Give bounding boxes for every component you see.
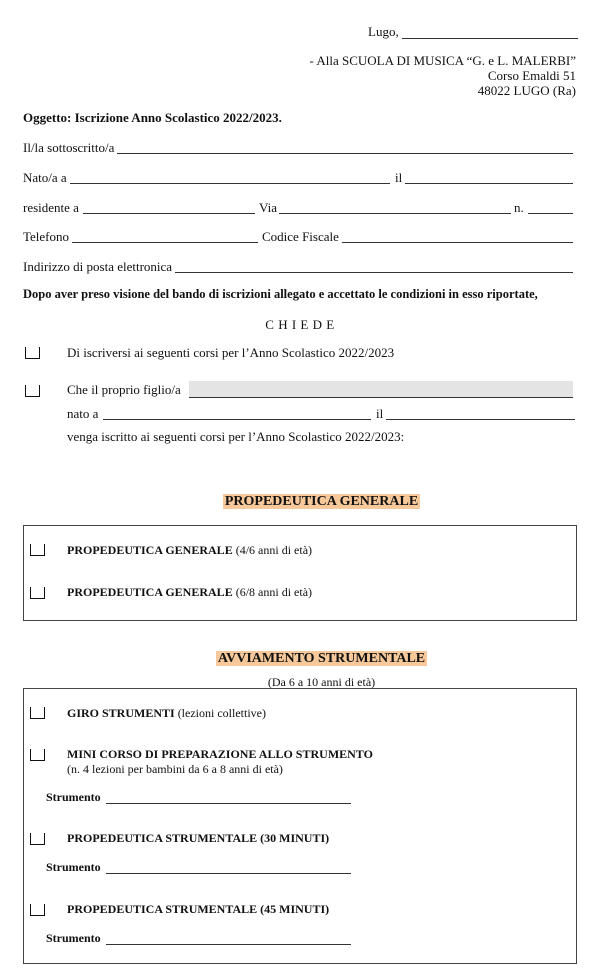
recipient-line-1: - Alla SCUOLA DI MUSICA “G. e L. MALERBI”: [309, 53, 576, 68]
giro-strumenti-checkbox[interactable]: [30, 707, 45, 719]
recipient-line-3: 48022 LUGO (Ra): [477, 83, 576, 98]
propedeutica-4-6-checkbox[interactable]: [30, 544, 45, 556]
child-birthdate-field[interactable]: [386, 419, 575, 420]
propedeutica-4-6-option: [67, 543, 312, 558]
sottoscritto-field[interactable]: [117, 153, 573, 154]
propedeutica-30-option: PROPEDEUTICA STRUMENTALE (30 MINUTI): [67, 831, 330, 845]
strumento-label-1: Strumento: [46, 790, 101, 804]
email-label: Indirizzo di posta elettronica: [23, 259, 173, 274]
codice-fiscale-label: Codice Fiscale: [262, 229, 339, 244]
civic-number-field[interactable]: [528, 213, 573, 214]
propedeutica-box: [23, 525, 577, 621]
child-nato-label: nato a: [67, 406, 99, 421]
il-label: il: [395, 170, 403, 185]
place-label: Lugo,: [368, 24, 399, 39]
mini-corso-note: (n. 4 lezioni per bambini da 6 a 8 anni di età): [67, 762, 283, 776]
propedeutica-4-6-name: PROPEDEUTICA GENERALE: [67, 543, 233, 557]
nato-field[interactable]: [70, 183, 390, 184]
strumento-label-3: Strumento: [46, 931, 101, 945]
birthdate-field[interactable]: [405, 183, 573, 184]
child-name-field[interactable]: [189, 381, 573, 398]
propedeutica-title: PROPEDEUTICA GENERALE: [224, 494, 419, 509]
propedeutica-6-8-name: PROPEDEUTICA GENERALE: [67, 585, 233, 599]
child-birthplace-field[interactable]: [103, 419, 371, 420]
nato-label: Nato/a a: [23, 170, 67, 185]
residente-label: residente a: [23, 200, 79, 215]
telefono-label: Telefono: [23, 229, 70, 244]
strumento-field-1[interactable]: [106, 803, 351, 804]
propedeutica-section-title: [0, 493, 600, 510]
avviamento-subtitle: (Da 6 a 10 anni di età): [267, 675, 376, 689]
propedeutica-30-checkbox[interactable]: [30, 833, 45, 845]
propedeutica-6-8-note: (6/8 anni di età): [232, 585, 313, 599]
avviamento-section-title: [0, 650, 600, 667]
via-field[interactable]: [279, 213, 511, 214]
mini-corso-checkbox[interactable]: [30, 749, 45, 761]
date-line[interactable]: [402, 38, 578, 39]
via-label: Via: [259, 200, 277, 215]
propedeutica-45-checkbox[interactable]: [30, 904, 45, 916]
chiede-heading: C H I E D E: [265, 317, 335, 332]
mini-corso-name: MINI CORSO DI PREPARAZIONE ALLO STRUMENTO: [67, 747, 373, 761]
n-label: n.: [514, 200, 524, 215]
giro-strumenti-name: GIRO STRUMENTI: [67, 706, 175, 720]
giro-strumenti-note: (lezioni collettive): [174, 706, 266, 720]
sottoscritto-label: Il/la sottoscritto/a: [23, 140, 115, 155]
residente-field[interactable]: [83, 213, 255, 214]
self-checkbox[interactable]: [25, 347, 40, 359]
child-option-text: Che il proprio figlio/a: [67, 382, 181, 397]
avviamento-title: AVVIAMENTO STRUMENTALE: [217, 651, 426, 666]
propedeutica-6-8-option: [67, 585, 312, 600]
strumento-label-2: Strumento: [46, 860, 101, 874]
giro-strumenti-option: [67, 706, 266, 721]
recipient-line-2: Corso Emaldi 51: [487, 68, 576, 83]
strumento-field-2[interactable]: [106, 873, 351, 874]
child-checkbox[interactable]: [25, 385, 40, 397]
recipient-address: [310, 53, 577, 98]
avviamento-box: [23, 688, 577, 964]
telefono-field[interactable]: [72, 242, 258, 243]
child-iscritto-text: venga iscritto ai seguenti corsi per l’Anno Scolastico 2022/2023:: [67, 429, 405, 444]
self-option-text: Di iscriversi ai seguenti corsi per l’Anno Scolastico 2022/2023: [67, 345, 395, 360]
child-il-label: il: [376, 406, 384, 421]
subject-line: Oggetto: Iscrizione Anno Scolastico 2022/2023.: [23, 110, 282, 125]
email-field[interactable]: [175, 272, 573, 273]
codice-fiscale-field[interactable]: [342, 242, 573, 243]
propedeutica-6-8-checkbox[interactable]: [30, 587, 45, 599]
statement-text: Dopo aver preso visione del bando di iscrizioni allegato e accettato le condizioni in esso riportate,: [23, 287, 538, 301]
propedeutica-45-option: PROPEDEUTICA STRUMENTALE (45 MINUTI): [67, 902, 330, 916]
propedeutica-4-6-note: (4/6 anni di età): [232, 543, 313, 557]
strumento-field-3[interactable]: [106, 944, 351, 945]
